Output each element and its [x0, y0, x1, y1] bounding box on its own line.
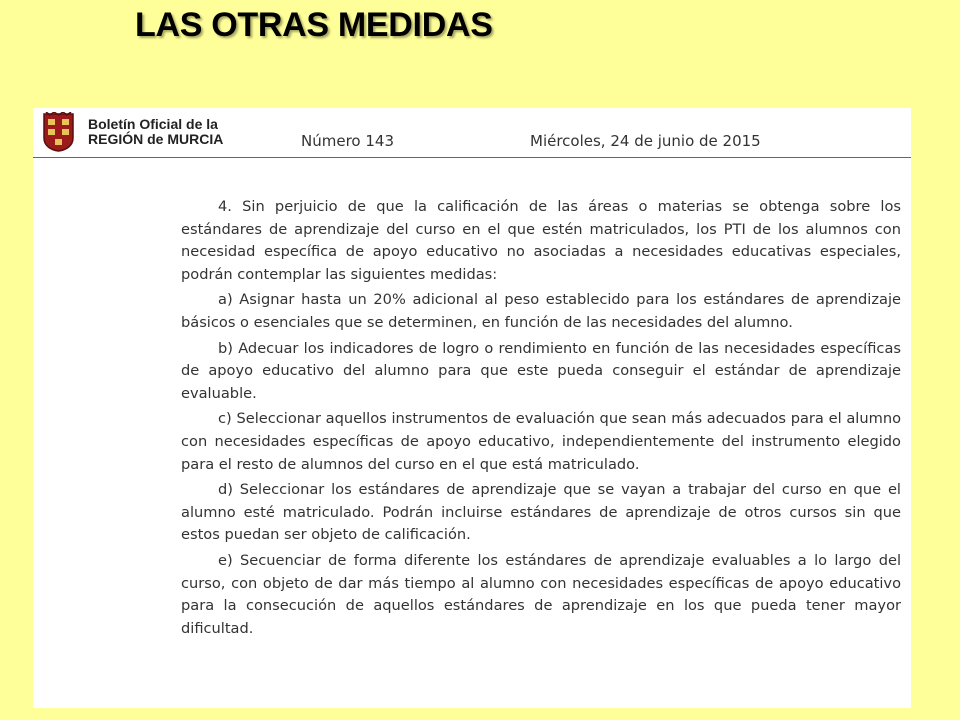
document-excerpt	[33, 108, 911, 708]
issue-number: Número 143	[301, 132, 394, 150]
paragraph-measure-e: e) Secuenciar de forma diferente los estándares de aprendizaje evaluables a lo largo del curso, con objeto de dar más tiempo al alumno con necesidades específicas de apoyo educativo para la consecución de aquellos estándares de aprendizaje en los que pueda tener mayor dificultad.	[181, 551, 901, 637]
header-divider	[33, 157, 911, 158]
publication-name	[88, 117, 223, 147]
publication-name-line1: Boletín Oficial de la	[88, 116, 218, 132]
paragraph-measure-a: a) Asignar hasta un 20% adicional al peso establecido para los estándares de aprendizaje básicos o esenciales que se determinen, en función de las necesidades del alumno.	[181, 291, 901, 331]
paragraph-intro: 4. Sin perjuicio de que la calificación de las áreas o materias se obtenga sobre los estándares de aprendizaje del curso en el que estén matriculados, los PTI de los alumnos con necesidad específica de apoyo educativo no asociadas a necesidades educativas especiales, podrán contemplar las siguientes medidas:	[181, 198, 901, 283]
region-murcia-crest-icon	[42, 112, 75, 152]
publication-name-line2: REGIÓN de MURCIA	[88, 131, 224, 147]
slide-title: LAS OTRAS MEDIDAS	[135, 6, 493, 44]
paragraph-measure-b: b) Adecuar los indicadores de logro o rendimiento en función de las necesidades específicas de apoyo educativo del alumno para que este pueda conseguir el estándar de aprendizaje evaluable.	[181, 339, 901, 402]
document-header	[33, 108, 911, 158]
paragraph-measure-c: c) Seleccionar aquellos instrumentos de evaluación que sean más adecuados para el alumno con necesidades específicas de apoyo educativo, independientemente del instrumento elegido para el resto de alumnos del curso en el que está matriculado.	[181, 410, 901, 473]
document-body	[181, 196, 901, 643]
issue-date: Miércoles, 24 de junio de 2015	[530, 132, 761, 150]
paragraph-measure-d: d) Seleccionar los estándares de aprendizaje que se vayan a trabajar del curso en que el alumno esté matriculado. Podrán incluirse estándares de aprendizaje de otros cursos sin que estos puedan ser objeto de calificación.	[181, 481, 901, 544]
